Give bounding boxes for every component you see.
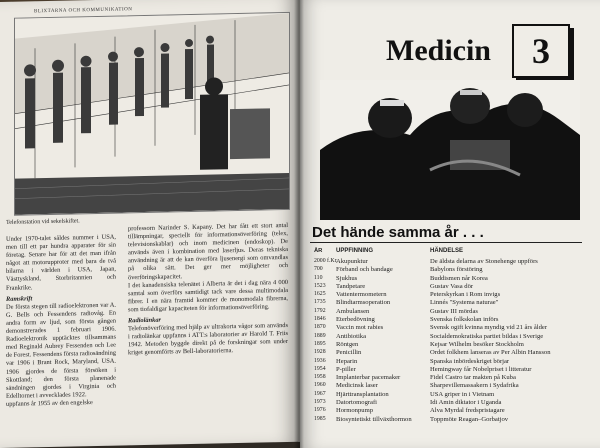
row-event: USA griper in i Vietnam	[430, 390, 495, 398]
subheading: Radiolänkar	[128, 316, 162, 325]
chapter-number-box: 3	[512, 24, 570, 78]
row-year: 110	[314, 274, 323, 281]
table-row	[312, 324, 582, 332]
row-event: Spanska inbördeskriget börjar	[430, 357, 510, 365]
table-row	[312, 283, 582, 291]
row-event: De äldsta delarna av Stonehenge uppförs	[430, 258, 538, 265]
paragraph: uppfanns år 1955 av den engelske	[6, 398, 93, 408]
table-row	[312, 299, 582, 307]
row-invention: Medicinsk laser	[336, 382, 378, 390]
telephone-exchange-engraving	[14, 12, 290, 216]
row-invention: Tandpetare	[336, 282, 366, 290]
section-heading: Det hände samma år . . .	[312, 224, 484, 241]
row-event: Svenska folkskolan införs	[430, 316, 499, 324]
table-row	[312, 391, 582, 399]
row-year: 1889	[314, 332, 326, 339]
table-row	[312, 407, 582, 415]
timeline-table	[312, 248, 582, 424]
row-invention: P-piller	[336, 365, 356, 373]
row-year: 700	[314, 266, 323, 273]
row-year: 1895	[314, 340, 326, 347]
row-invention: Röntgen	[336, 340, 359, 348]
chapter-title: Medicin	[386, 34, 491, 67]
row-year: 1846	[314, 316, 326, 323]
row-invention: Heparin	[336, 357, 358, 365]
book-spine	[294, 0, 304, 448]
paragraph: I det kanadensiska telenätet i Alberta är det i dag nära 4 000 samtal som överförs samtidigt tack vare dessa multimodala fibrer. I en nära framtid kommer de monomodala fibrerna, som tiofaldigar kapaciteten för informationsöverföring.	[128, 278, 288, 314]
row-event: Fidel Castro tar makten på Kuba	[430, 374, 516, 382]
paragraph: Under 1970-talet såldes nummer i USA, men till ett par hundra apparater för sin företag. Senare har för att det man ifrån något att motorupproter med bara de två bilarna i världen i USA, Japan, Västtyskland, Storbritannien och Frankrike.	[6, 233, 116, 292]
row-invention: Hormonpump	[336, 407, 373, 415]
paragraph: professorn Narinder S. Kapany. Det har fått ett stort antal tillämpningar, speciellt för informationsöverföring (telex, televisionskablar) och inom medicinen (endoskop). De används även i kombination med laserljus. Deras tekniska användning är att de kan överföra ljusenergi som omvandlas på olika sätt. Det ger mer möjligheter och överföringskapacitet.	[128, 221, 288, 281]
row-invention: Penicillin	[336, 349, 362, 357]
row-event: Toppmöte Reagan–Gorbatjov	[430, 415, 509, 423]
row-event: Peterskyrkan i Rom invigs	[430, 291, 501, 299]
table-row	[312, 349, 582, 357]
table-row	[312, 333, 582, 341]
row-event: Ordet folkhem lanseras av Per Albin Hansson	[430, 349, 551, 357]
table-row	[312, 316, 582, 324]
row-year: 1792	[314, 307, 326, 314]
table-row	[312, 382, 582, 390]
row-year: 1958	[314, 374, 326, 381]
left-text-column-1	[6, 234, 116, 409]
row-event: Babylons förstöring	[430, 266, 483, 274]
row-invention: Vattentermometern	[336, 291, 387, 299]
row-event: Socialdemokratiska partiet bildas i Sverige	[430, 332, 544, 340]
row-invention: Blindtarmsoperation	[336, 299, 391, 307]
row-invention: Akupunktur	[336, 258, 368, 265]
divider	[310, 242, 582, 243]
row-event: Idi Amin diktator i Uganda	[430, 399, 502, 407]
row-invention: Antibiotika	[336, 332, 367, 340]
row-invention: Sjukhus	[336, 274, 358, 282]
left-text-column-2	[128, 222, 288, 358]
row-year: 1936	[314, 357, 326, 364]
paragraph: Telefonöverföring med hjälp av ultrakorta vågor som används i radiolänkar uppfanns i ATT:s laboratorier av Harold T. Friis 1942. Metoden byggde direkt på de forskningar som under kriget genomförts av Bell-laboratorierna.	[128, 322, 288, 357]
row-event: Buddismen når Korea	[430, 274, 488, 282]
row-event: Sharpevillemassakern i Sydafrika	[430, 382, 519, 390]
header-event: HÄNDELSE	[430, 248, 464, 254]
paragraph: De första stegen till radioelektronen var A. G. Bells och Fessendens radiovåg. En andra form av ljud, som första gången demonstrerades 1 februari 1906. Radioelektronik upptäcktes tillsammans med Reginald Aubrey Fessenden och Lee de Forest. Fessendens första radiosändning var 1906 i Brant Rock, Maryland, USA. 1906 gjordes de första försöken i Skottland; den första planenade sändningen gjordes i Virginia och Edelltornet i avvecklades 1922.	[6, 301, 116, 400]
running-head: BLIXTARNA OCH KOMMUNIKATION	[34, 7, 133, 15]
row-year: 2000 f.Kr.	[314, 258, 338, 264]
image-caption: Telefonstation vid sekelskiftet.	[6, 218, 80, 226]
table-header	[312, 248, 582, 258]
table-body	[312, 258, 582, 424]
row-invention: Vaccin mot rabies	[336, 324, 384, 332]
table-row	[312, 358, 582, 366]
row-event: Alva Myrdal fredspristagare	[430, 407, 505, 415]
table-row	[312, 275, 582, 283]
header-year: ÅR	[314, 248, 323, 254]
table-row	[312, 341, 582, 349]
table-row	[312, 266, 582, 274]
table-row	[312, 308, 582, 316]
row-year: 1960	[314, 382, 326, 389]
row-year: 1973	[314, 399, 326, 406]
row-invention: Hjärttransplantation	[336, 390, 389, 398]
row-event: Kejsar Wilhelm besöker Stockholm	[430, 340, 524, 348]
table-row	[312, 366, 582, 374]
row-event: Linnés "Systema naturae"	[430, 299, 499, 307]
row-year: 1625	[314, 291, 326, 298]
header-invention: UPPFINNING	[336, 248, 374, 254]
table-row	[312, 291, 582, 299]
row-invention: Förband och bandage	[336, 266, 393, 274]
row-event: Hemingway får Nobelpriset i litteratur	[430, 365, 532, 373]
row-event: Svensk ogift kvinna myndig vid 21 års ålder	[430, 324, 548, 332]
row-invention: Eterbedövning	[336, 316, 375, 324]
row-year: 1967	[314, 390, 326, 397]
row-event: Gustav Vasa dör	[430, 282, 474, 290]
row-year: 1928	[314, 349, 326, 356]
row-year: 1954	[314, 365, 326, 372]
row-invention: Ambulansen	[336, 307, 370, 315]
surgery-photo	[320, 80, 580, 220]
row-event: Gustav III mördas	[430, 307, 478, 315]
row-year: 1523	[314, 282, 326, 289]
row-invention: Datortomografi	[336, 399, 378, 407]
row-year: 1870	[314, 324, 326, 331]
table-row	[312, 416, 582, 424]
subheading: Ramskrift	[6, 294, 33, 303]
table-row	[312, 399, 582, 407]
row-invention: Biosyntetiskt tillväxthormon	[336, 415, 412, 423]
table-row	[312, 374, 582, 382]
table-row	[312, 258, 582, 266]
row-year: 1985	[314, 415, 326, 422]
row-year: 1976	[314, 407, 326, 414]
row-year: 1735	[314, 299, 326, 306]
row-invention: Implanterbar pacemaker	[336, 374, 401, 382]
